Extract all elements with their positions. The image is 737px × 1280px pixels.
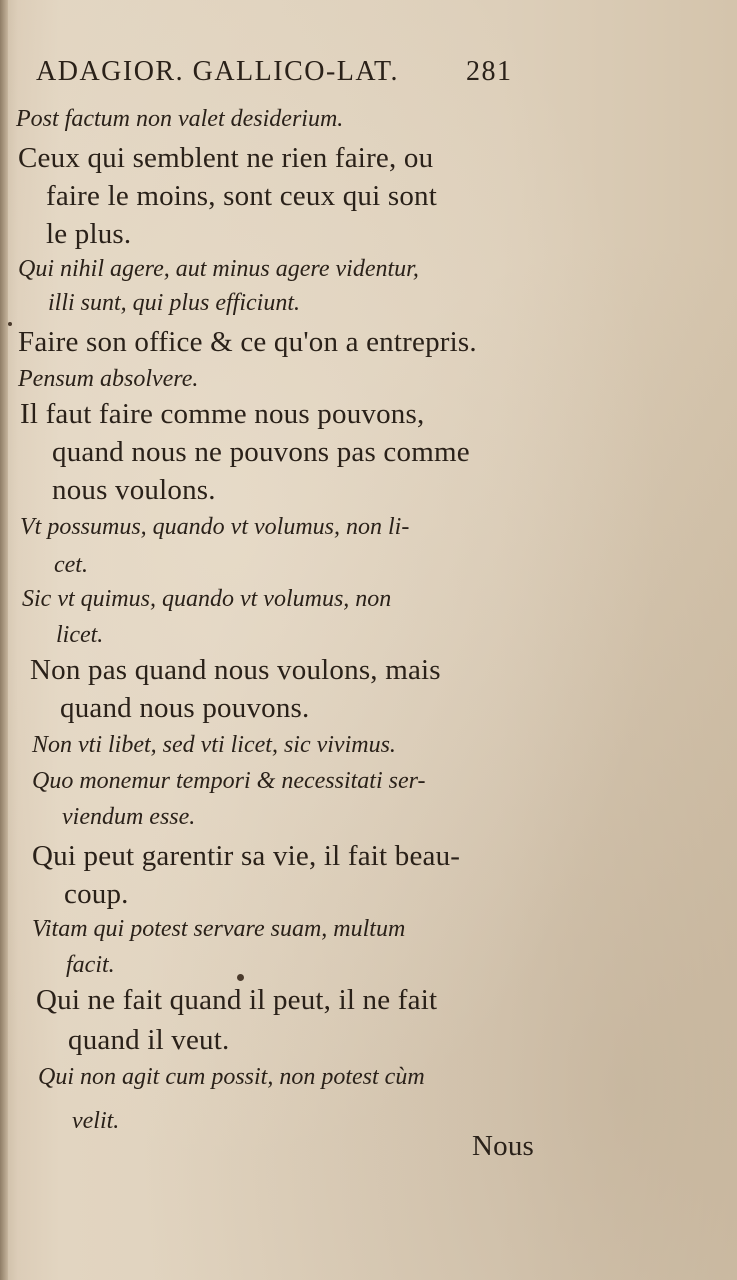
french-line: coup. (64, 878, 129, 910)
running-title: ADAGIOR. GALLICO-LAT. (36, 56, 400, 87)
latin-line: Qui non agit cum possit, non potest cùm (38, 1064, 425, 1090)
french-line: quand nous pouvons. (60, 692, 310, 724)
latin-line: viendum esse. (62, 804, 196, 830)
latin-line: illi sunt, qui plus efficiunt. (48, 290, 300, 316)
latin-line: Sic vt quimus, quando vt volumus, non (22, 586, 392, 612)
latin-line: facit. (66, 952, 115, 978)
latin-line: Non vti libet, sed vti licet, sic vivimus. (32, 732, 396, 758)
french-line: Il faut faire comme nous pouvons, (20, 398, 425, 430)
ink-blot (237, 974, 244, 981)
french-line: le plus. (46, 218, 132, 250)
ink-speck (8, 322, 12, 326)
french-line: Ceux qui semblent ne rien faire, ou (18, 142, 434, 174)
french-line: nous voulons. (52, 474, 216, 506)
french-line: Non pas quand nous voulons, mais (30, 654, 441, 686)
latin-line: cet. (54, 552, 88, 578)
latin-line: Qui nihil agere, aut minus agere videntur, (18, 256, 419, 282)
catchword: Nous (472, 1130, 535, 1162)
latin-line: Quo monemur tempori & necessitati ser- (32, 768, 426, 794)
french-line: Faire son office & ce qu'on a entrepris. (18, 326, 477, 358)
latin-line: Post factum non valet desiderium. (16, 106, 344, 132)
latin-line: licet. (56, 622, 104, 648)
page-number: 281 (466, 56, 513, 87)
latin-line: Pensum absolvere. (18, 366, 199, 392)
french-line: Qui ne fait quand il peut, il ne fait (36, 984, 438, 1016)
latin-line: Vitam qui potest servare suam, multum (32, 916, 406, 942)
french-line: quand il veut. (68, 1024, 230, 1056)
french-line: Qui peut garentir sa vie, il fait beau- (32, 840, 461, 872)
french-line: faire le moins, sont ceux qui sont (46, 180, 437, 212)
french-line: quand nous ne pouvons pas comme (52, 436, 470, 468)
latin-line: Vt possumus, quando vt volumus, non li- (20, 514, 410, 540)
latin-line: velit. (72, 1108, 120, 1134)
